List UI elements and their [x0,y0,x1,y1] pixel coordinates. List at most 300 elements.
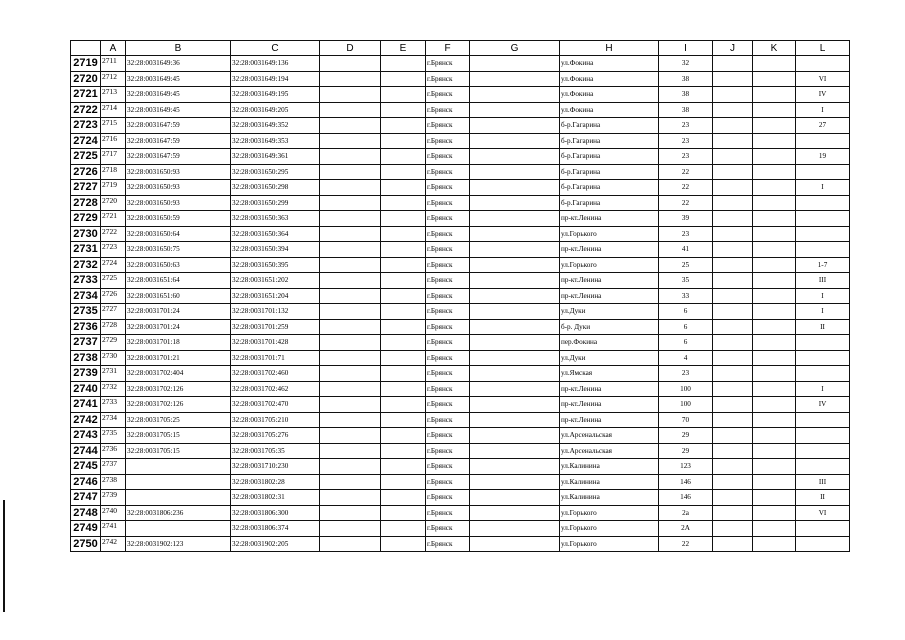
cell-h[interactable]: ул.Горького [560,536,659,552]
row-number[interactable]: 2722 [71,102,101,118]
cell-i[interactable]: 38 [659,102,713,118]
cell-f[interactable]: г.Брянск [426,56,470,72]
cell-e[interactable] [381,459,426,475]
corner-header[interactable] [71,41,101,56]
cell-c[interactable]: 32:28:0031701:259 [231,319,320,335]
cell-c[interactable]: 32:28:0031806:374 [231,521,320,537]
cell-a[interactable]: 2740 [101,505,126,521]
cell-k[interactable] [753,56,796,72]
cell-d[interactable] [320,211,381,227]
cell-j[interactable] [713,521,753,537]
cell-b[interactable]: 32:28:0031650:63 [126,257,231,273]
cell-h[interactable]: ул.Горького [560,505,659,521]
cell-h[interactable]: б-р. Дуки [560,319,659,335]
cell-i[interactable]: 29 [659,428,713,444]
cell-k[interactable] [753,211,796,227]
column-header-j[interactable]: J [713,41,753,56]
cell-l[interactable] [796,412,850,428]
cell-c[interactable]: 32:28:0031650:395 [231,257,320,273]
cell-l[interactable]: VI [796,505,850,521]
cell-j[interactable] [713,118,753,134]
cell-h[interactable]: пр-кт.Ленина [560,242,659,258]
cell-l[interactable]: I [796,304,850,320]
cell-g[interactable] [470,319,560,335]
cell-e[interactable] [381,149,426,165]
cell-g[interactable] [470,459,560,475]
cell-k[interactable] [753,319,796,335]
cell-d[interactable] [320,381,381,397]
cell-c[interactable]: 32:28:0031649:361 [231,149,320,165]
column-header-l[interactable]: L [796,41,850,56]
cell-h[interactable]: ул.Горького [560,521,659,537]
cell-g[interactable] [470,505,560,521]
cell-b[interactable]: 32:28:0031705:15 [126,443,231,459]
cell-a[interactable]: 2720 [101,195,126,211]
cell-k[interactable] [753,350,796,366]
row-number[interactable]: 2730 [71,226,101,242]
row-number[interactable]: 2735 [71,304,101,320]
cell-f[interactable]: г.Брянск [426,521,470,537]
cell-i[interactable]: 123 [659,459,713,475]
row-number[interactable]: 2739 [71,366,101,382]
row-number[interactable]: 2740 [71,381,101,397]
cell-a[interactable]: 2734 [101,412,126,428]
cell-l[interactable]: 27 [796,118,850,134]
row-number[interactable]: 2728 [71,195,101,211]
cell-l[interactable]: IV [796,87,850,103]
cell-i[interactable]: 33 [659,288,713,304]
cell-b[interactable] [126,490,231,506]
cell-h[interactable]: ул.Арсенальская [560,443,659,459]
cell-c[interactable]: 32:28:0031649:205 [231,102,320,118]
cell-k[interactable] [753,118,796,134]
cell-l[interactable] [796,443,850,459]
cell-i[interactable]: 4 [659,350,713,366]
cell-h[interactable]: ул.Дуки [560,350,659,366]
cell-d[interactable] [320,133,381,149]
cell-c[interactable]: 32:28:0031649:194 [231,71,320,87]
cell-k[interactable] [753,288,796,304]
cell-e[interactable] [381,521,426,537]
cell-g[interactable] [470,536,560,552]
cell-g[interactable] [470,521,560,537]
cell-g[interactable] [470,381,560,397]
cell-h[interactable]: б-р.Гагарина [560,133,659,149]
cell-i[interactable]: 38 [659,87,713,103]
column-header-d[interactable]: D [320,41,381,56]
column-header-e[interactable]: E [381,41,426,56]
cell-c[interactable]: 32:28:0031705:276 [231,428,320,444]
cell-d[interactable] [320,56,381,72]
cell-f[interactable]: г.Брянск [426,242,470,258]
cell-g[interactable] [470,412,560,428]
row-number[interactable]: 2734 [71,288,101,304]
cell-c[interactable]: 32:28:0031705:35 [231,443,320,459]
cell-a[interactable]: 2722 [101,226,126,242]
cell-d[interactable] [320,319,381,335]
cell-g[interactable] [470,288,560,304]
cell-b[interactable]: 32:28:0031651:60 [126,288,231,304]
cell-d[interactable] [320,242,381,258]
cell-i[interactable]: 2а [659,505,713,521]
cell-g[interactable] [470,102,560,118]
row-number[interactable]: 2727 [71,180,101,196]
cell-e[interactable] [381,381,426,397]
cell-k[interactable] [753,164,796,180]
cell-k[interactable] [753,102,796,118]
cell-l[interactable] [796,521,850,537]
cell-h[interactable]: б-р.Гагарина [560,164,659,180]
cell-j[interactable] [713,149,753,165]
column-header-c[interactable]: C [231,41,320,56]
row-number[interactable]: 2736 [71,319,101,335]
cell-d[interactable] [320,195,381,211]
cell-e[interactable] [381,164,426,180]
cell-e[interactable] [381,242,426,258]
cell-a[interactable]: 2719 [101,180,126,196]
row-number[interactable]: 2741 [71,397,101,413]
cell-k[interactable] [753,195,796,211]
cell-d[interactable] [320,273,381,289]
cell-i[interactable]: 100 [659,381,713,397]
cell-d[interactable] [320,288,381,304]
cell-f[interactable]: г.Брянск [426,319,470,335]
cell-j[interactable] [713,459,753,475]
cell-b[interactable]: 32:28:0031701:24 [126,304,231,320]
cell-l[interactable] [796,335,850,351]
cell-j[interactable] [713,257,753,273]
cell-g[interactable] [470,195,560,211]
cell-h[interactable]: ул.Горького [560,257,659,273]
cell-g[interactable] [470,443,560,459]
cell-j[interactable] [713,428,753,444]
cell-d[interactable] [320,443,381,459]
row-number[interactable]: 2733 [71,273,101,289]
cell-b[interactable]: 32:28:0031650:64 [126,226,231,242]
cell-c[interactable]: 32:28:0031650:394 [231,242,320,258]
cell-k[interactable] [753,505,796,521]
cell-j[interactable] [713,102,753,118]
cell-a[interactable]: 2723 [101,242,126,258]
cell-c[interactable]: 32:28:0031710:230 [231,459,320,475]
cell-d[interactable] [320,521,381,537]
cell-l[interactable] [796,242,850,258]
column-header-f[interactable]: F [426,41,470,56]
cell-i[interactable]: 70 [659,412,713,428]
cell-h[interactable]: б-р.Гагарина [560,180,659,196]
cell-k[interactable] [753,397,796,413]
cell-f[interactable]: г.Брянск [426,102,470,118]
cell-l[interactable]: I [796,102,850,118]
cell-h[interactable]: ул.Фокина [560,102,659,118]
cell-f[interactable]: г.Брянск [426,195,470,211]
cell-g[interactable] [470,304,560,320]
cell-k[interactable] [753,242,796,258]
cell-j[interactable] [713,304,753,320]
cell-g[interactable] [470,257,560,273]
cell-h[interactable]: ул.Калинина [560,490,659,506]
cell-h[interactable]: пер.Фокина [560,335,659,351]
cell-a[interactable]: 2725 [101,273,126,289]
cell-a[interactable]: 2712 [101,71,126,87]
cell-e[interactable] [381,195,426,211]
cell-b[interactable]: 32:28:0031701:21 [126,350,231,366]
cell-k[interactable] [753,521,796,537]
cell-k[interactable] [753,149,796,165]
cell-j[interactable] [713,211,753,227]
cell-l[interactable]: 1-7 [796,257,850,273]
cell-c[interactable]: 32:28:0031701:71 [231,350,320,366]
cell-j[interactable] [713,87,753,103]
cell-l[interactable] [796,428,850,444]
cell-h[interactable]: пр-кт.Ленина [560,273,659,289]
cell-c[interactable]: 32:28:0031806:300 [231,505,320,521]
cell-g[interactable] [470,71,560,87]
cell-d[interactable] [320,335,381,351]
cell-c[interactable]: 32:28:0031650:299 [231,195,320,211]
cell-h[interactable]: пр-кт.Ленина [560,412,659,428]
row-number[interactable]: 2724 [71,133,101,149]
cell-j[interactable] [713,242,753,258]
cell-i[interactable]: 146 [659,474,713,490]
cell-b[interactable]: 32:28:0031701:18 [126,335,231,351]
column-header-b[interactable]: B [126,41,231,56]
cell-a[interactable]: 2726 [101,288,126,304]
cell-h[interactable]: ул.Ямская [560,366,659,382]
row-number[interactable]: 2745 [71,459,101,475]
cell-b[interactable]: 32:28:0031649:45 [126,87,231,103]
cell-f[interactable]: г.Брянск [426,164,470,180]
cell-e[interactable] [381,366,426,382]
cell-e[interactable] [381,397,426,413]
cell-d[interactable] [320,412,381,428]
cell-c[interactable]: 32:28:0031702:462 [231,381,320,397]
cell-f[interactable]: г.Брянск [426,149,470,165]
cell-f[interactable]: г.Брянск [426,536,470,552]
cell-b[interactable]: 32:28:0031806:236 [126,505,231,521]
cell-j[interactable] [713,195,753,211]
cell-b[interactable] [126,459,231,475]
cell-f[interactable]: г.Брянск [426,428,470,444]
row-number[interactable]: 2723 [71,118,101,134]
cell-j[interactable] [713,366,753,382]
cell-g[interactable] [470,133,560,149]
cell-i[interactable]: 38 [659,71,713,87]
cell-h[interactable]: пр-кт.Ленина [560,381,659,397]
cell-a[interactable]: 2713 [101,87,126,103]
cell-a[interactable]: 2738 [101,474,126,490]
cell-k[interactable] [753,226,796,242]
cell-l[interactable]: VI [796,71,850,87]
cell-f[interactable]: г.Брянск [426,381,470,397]
cell-k[interactable] [753,180,796,196]
cell-f[interactable]: г.Брянск [426,397,470,413]
cell-k[interactable] [753,366,796,382]
cell-c[interactable]: 32:28:0031650:363 [231,211,320,227]
cell-l[interactable]: I [796,180,850,196]
cell-a[interactable]: 2727 [101,304,126,320]
row-number[interactable]: 2748 [71,505,101,521]
cell-c[interactable]: 32:28:0031650:364 [231,226,320,242]
cell-a[interactable]: 2724 [101,257,126,273]
cell-a[interactable]: 2737 [101,459,126,475]
cell-g[interactable] [470,242,560,258]
cell-i[interactable]: 39 [659,211,713,227]
cell-j[interactable] [713,335,753,351]
cell-g[interactable] [470,397,560,413]
column-header-g[interactable]: G [470,41,560,56]
cell-c[interactable]: 32:28:0031705:210 [231,412,320,428]
row-number[interactable]: 2743 [71,428,101,444]
cell-g[interactable] [470,149,560,165]
cell-f[interactable]: г.Брянск [426,443,470,459]
cell-i[interactable]: 6 [659,335,713,351]
cell-l[interactable] [796,56,850,72]
cell-i[interactable]: 100 [659,397,713,413]
cell-h[interactable]: пр-кт.Ленина [560,397,659,413]
cell-g[interactable] [470,226,560,242]
row-number[interactable]: 2747 [71,490,101,506]
cell-c[interactable]: 32:28:0031701:428 [231,335,320,351]
cell-f[interactable]: г.Брянск [426,459,470,475]
cell-k[interactable] [753,87,796,103]
cell-c[interactable]: 32:28:0031902:205 [231,536,320,552]
row-number[interactable]: 2750 [71,536,101,552]
cell-a[interactable]: 2716 [101,133,126,149]
cell-f[interactable]: г.Брянск [426,350,470,366]
cell-c[interactable]: 32:28:0031702:460 [231,366,320,382]
cell-h[interactable]: пр-кт.Ленина [560,288,659,304]
cell-d[interactable] [320,180,381,196]
cell-j[interactable] [713,273,753,289]
cell-j[interactable] [713,71,753,87]
cell-k[interactable] [753,412,796,428]
row-number[interactable]: 2731 [71,242,101,258]
cell-d[interactable] [320,71,381,87]
cell-g[interactable] [470,180,560,196]
cell-a[interactable]: 2742 [101,536,126,552]
cell-j[interactable] [713,288,753,304]
cell-j[interactable] [713,56,753,72]
cell-i[interactable]: 23 [659,226,713,242]
cell-f[interactable]: г.Брянск [426,273,470,289]
cell-k[interactable] [753,459,796,475]
cell-g[interactable] [470,273,560,289]
cell-f[interactable]: г.Брянск [426,118,470,134]
cell-i[interactable]: 146 [659,490,713,506]
cell-f[interactable]: г.Брянск [426,87,470,103]
cell-h[interactable]: ул.Фокина [560,87,659,103]
cell-i[interactable]: 23 [659,149,713,165]
cell-e[interactable] [381,412,426,428]
cell-c[interactable]: 32:28:0031802:31 [231,490,320,506]
cell-b[interactable]: 32:28:0031650:93 [126,180,231,196]
cell-d[interactable] [320,350,381,366]
cell-l[interactable] [796,164,850,180]
cell-l[interactable]: IV [796,397,850,413]
cell-d[interactable] [320,149,381,165]
cell-d[interactable] [320,87,381,103]
cell-b[interactable]: 32:28:0031705:25 [126,412,231,428]
cell-h[interactable]: б-р.Гагарина [560,149,659,165]
cell-f[interactable]: г.Брянск [426,474,470,490]
cell-e[interactable] [381,118,426,134]
row-number[interactable]: 2737 [71,335,101,351]
cell-h[interactable]: ул.Калинина [560,474,659,490]
cell-c[interactable]: 32:28:0031802:28 [231,474,320,490]
column-header-i[interactable]: I [659,41,713,56]
cell-l[interactable]: I [796,381,850,397]
cell-e[interactable] [381,536,426,552]
row-number[interactable]: 2720 [71,71,101,87]
cell-g[interactable] [470,350,560,366]
cell-e[interactable] [381,319,426,335]
cell-h[interactable]: ул.Фокина [560,56,659,72]
cell-a[interactable]: 2731 [101,366,126,382]
cell-d[interactable] [320,118,381,134]
cell-a[interactable]: 2730 [101,350,126,366]
cell-b[interactable] [126,474,231,490]
cell-j[interactable] [713,474,753,490]
cell-c[interactable]: 32:28:0031650:295 [231,164,320,180]
cell-l[interactable] [796,195,850,211]
cell-l[interactable] [796,459,850,475]
cell-j[interactable] [713,226,753,242]
cell-j[interactable] [713,443,753,459]
cell-i[interactable]: 35 [659,273,713,289]
cell-a[interactable]: 2741 [101,521,126,537]
cell-l[interactable]: II [796,319,850,335]
cell-k[interactable] [753,257,796,273]
cell-l[interactable] [796,366,850,382]
cell-i[interactable]: 23 [659,366,713,382]
cell-j[interactable] [713,412,753,428]
cell-a[interactable]: 2733 [101,397,126,413]
cell-a[interactable]: 2711 [101,56,126,72]
cell-k[interactable] [753,304,796,320]
cell-f[interactable]: г.Брянск [426,226,470,242]
row-number[interactable]: 2742 [71,412,101,428]
cell-b[interactable]: 32:28:0031705:15 [126,428,231,444]
row-number[interactable]: 2746 [71,474,101,490]
row-number[interactable]: 2744 [71,443,101,459]
cell-a[interactable]: 2729 [101,335,126,351]
cell-e[interactable] [381,102,426,118]
cell-a[interactable]: 2736 [101,443,126,459]
cell-j[interactable] [713,180,753,196]
cell-e[interactable] [381,257,426,273]
cell-b[interactable]: 32:28:0031649:45 [126,102,231,118]
cell-e[interactable] [381,87,426,103]
cell-c[interactable]: 32:28:0031651:202 [231,273,320,289]
cell-d[interactable] [320,459,381,475]
cell-g[interactable] [470,118,560,134]
cell-g[interactable] [470,211,560,227]
cell-k[interactable] [753,335,796,351]
cell-f[interactable]: г.Брянск [426,211,470,227]
cell-f[interactable]: г.Брянск [426,366,470,382]
cell-d[interactable] [320,102,381,118]
cell-h[interactable]: ул.Горького [560,226,659,242]
cell-b[interactable]: 32:28:0031650:93 [126,195,231,211]
cell-b[interactable]: 32:28:0031701:24 [126,319,231,335]
cell-l[interactable] [796,350,850,366]
cell-l[interactable] [796,536,850,552]
cell-j[interactable] [713,505,753,521]
column-header-k[interactable]: K [753,41,796,56]
cell-e[interactable] [381,288,426,304]
cell-i[interactable]: 25 [659,257,713,273]
